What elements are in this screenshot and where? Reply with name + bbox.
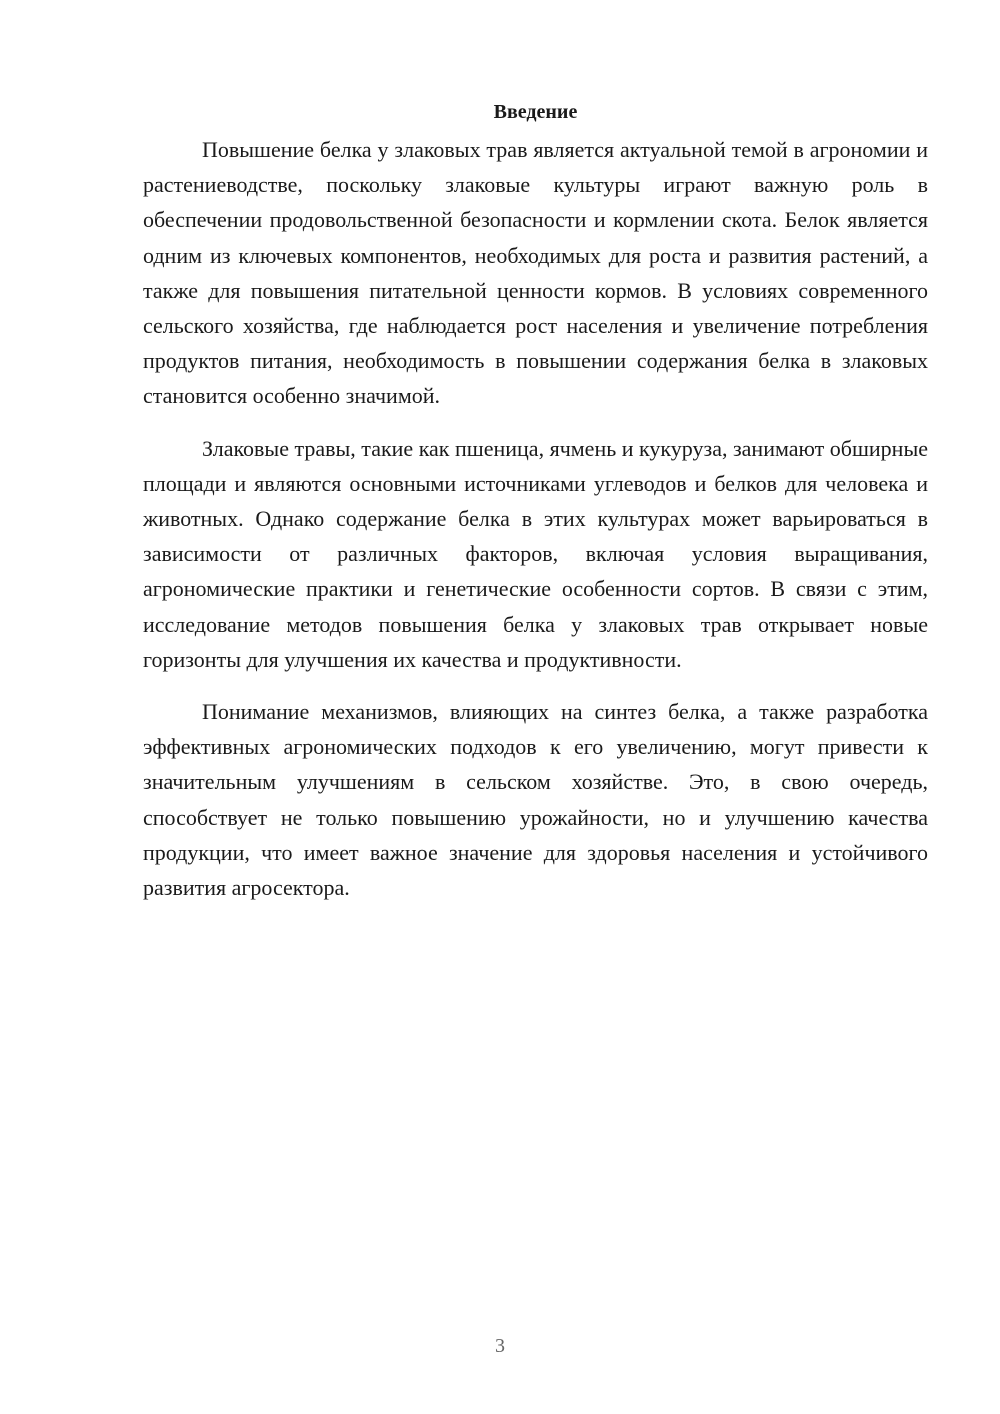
paragraph-3: Понимание механизмов, влияющих на синтез белка, а также разработка эффективных агрономических подходов к его увеличению, могут привести к значительным улучшениям в сельском хозяйстве. Это, в свою очередь, способствует не только повышению урожайности, но и улучшению качества продукции, что имеет важное значение для здоровья населения и устойчивого развития агросектора. <box>143 699 928 901</box>
section-title: Введение <box>493 101 578 123</box>
page-content <box>143 98 928 905</box>
paragraph-2: Злаковые травы, такие как пшеница, ячмень и кукуруза, занимают обширные площади и являются основными источниками углеводов и белков для человека и животных. Однако содержание белка в этих культурах может варьироваться в зависимости от различных факторов, включая условия выращивания, агрономические практики и генетические особенности сортов. В связи с этим, исследование методов повышения белка у злаковых трав открывает новые горизонты для улучшения их качества и продуктивности. <box>143 435 928 672</box>
page-number: 3 <box>495 1335 505 1357</box>
paragraph-1: Повышение белка у злаковых трав является актуальной темой в агрономии и растениеводстве, поскольку злаковые культуры играют важную роль в обеспечении продовольственной безопасности и кормлении скота. Белок является одним из ключевых компонентов, необходимых для роста и развития растений, а также для повышения питательной ценности кормов. В условиях современного сельского хозяйства, где наблюдается рост населения и увеличение потребления продуктов питания, необходимость в повышении содержания белка в злаковых становится особенно значимой. <box>143 137 928 409</box>
